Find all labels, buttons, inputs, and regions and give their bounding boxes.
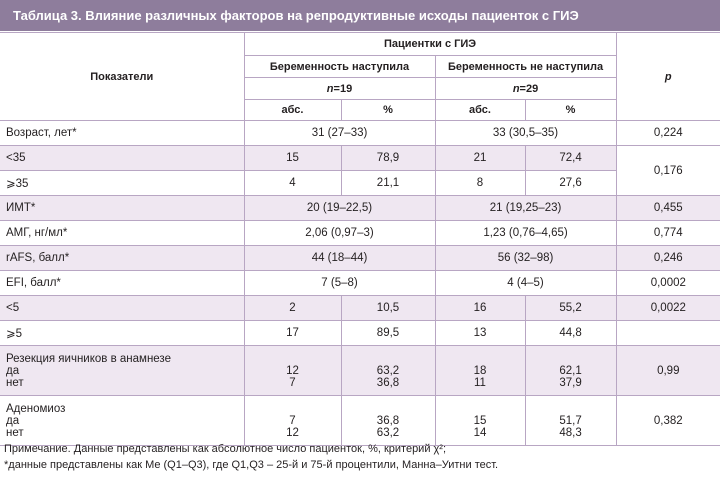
- table-notes: [4, 441, 716, 473]
- header-pregnancy-yes: Беременность наступила: [244, 56, 435, 78]
- cell-p: 0,774: [616, 221, 720, 246]
- cell-p: 0,224: [616, 121, 720, 146]
- table-title: Таблица 3. Влияние различных факторов на репродуктивные исходы пациенток с ГИЭ: [0, 0, 720, 31]
- cell-no: 56 (32–98): [435, 246, 616, 271]
- header-n-no: n=29: [435, 78, 616, 100]
- cell-pct-yes: 10,5: [341, 296, 435, 321]
- cell-abs-yes: 12 7: [244, 346, 341, 396]
- cell-p: 0,455: [616, 196, 720, 221]
- row-label: ⩾35: [0, 171, 244, 196]
- cell-abs-no: 21: [435, 146, 525, 171]
- cell-abs-yes: 2: [244, 296, 341, 321]
- row-label: Возраст, лет*: [0, 121, 244, 146]
- header-patients: Пациентки с ГИЭ: [244, 33, 616, 56]
- row-label: ⩾5: [0, 321, 244, 346]
- header-abs-no: абс.: [435, 100, 525, 121]
- header-pct-no: %: [525, 100, 616, 121]
- cell-abs-yes: 15: [244, 146, 341, 171]
- cell-no: 1,23 (0,76–4,65): [435, 221, 616, 246]
- cell-p: 0,99: [616, 346, 720, 396]
- cell-pct-no: 44,8: [525, 321, 616, 346]
- row-label: ИМТ*: [0, 196, 244, 221]
- row-label: rAFS, балл*: [0, 246, 244, 271]
- table-row: [0, 346, 720, 396]
- row-label: <5: [0, 296, 244, 321]
- header-p: p: [616, 33, 720, 121]
- cell-yes: 44 (18–44): [244, 246, 435, 271]
- cell-abs-no: 13: [435, 321, 525, 346]
- cell-pct-yes: 63,2 36,8: [341, 346, 435, 396]
- table-row: [0, 221, 720, 246]
- cell-no: 4 (4–5): [435, 271, 616, 296]
- header-abs-yes: абс.: [244, 100, 341, 121]
- cell-abs-yes: 4: [244, 171, 341, 196]
- cell-p: 0,382: [616, 396, 720, 446]
- table-row: [0, 146, 720, 171]
- cell-p-empty: [616, 321, 720, 346]
- row-label: АМГ, нг/мл*: [0, 221, 244, 246]
- cell-yes: 7 (5–8): [244, 271, 435, 296]
- cell-pct-yes: 89,5: [341, 321, 435, 346]
- cell-p: 0,176: [616, 146, 720, 196]
- table-row: [0, 246, 720, 271]
- header-pct-yes: %: [341, 100, 435, 121]
- cell-pct-no: 55,2: [525, 296, 616, 321]
- table-row: [0, 171, 720, 196]
- table-row: [0, 321, 720, 346]
- header-pregnancy-no: Беременность не наступила: [435, 56, 616, 78]
- cell-pct-yes: 21,1: [341, 171, 435, 196]
- table-row: [0, 396, 720, 446]
- cell-p: 0,0002: [616, 271, 720, 296]
- cell-yes: 31 (27–33): [244, 121, 435, 146]
- cell-abs-yes: 7 12: [244, 396, 341, 446]
- cell-abs-no: 18 11: [435, 346, 525, 396]
- note-line-1: Примечание. Данные представлены как абсолютное число пациенток, %, критерий χ²;: [4, 443, 447, 455]
- table-row: [0, 196, 720, 221]
- table-row: [0, 271, 720, 296]
- cell-abs-no: 16: [435, 296, 525, 321]
- results-table: [0, 32, 720, 446]
- cell-yes: 2,06 (0,97–3): [244, 221, 435, 246]
- note-line-2: *данные представлены как Me (Q1–Q3), где Q1,Q3 – 25-й и 75-й процентили, Манна–Уитни тест.: [4, 459, 499, 471]
- cell-p: 0,246: [616, 246, 720, 271]
- cell-no: 33 (30,5–35): [435, 121, 616, 146]
- cell-yes: 20 (19–22,5): [244, 196, 435, 221]
- row-label-adenomyosis: Аденомиоз да нет: [0, 396, 244, 446]
- cell-abs-no: 15 14: [435, 396, 525, 446]
- cell-pct-yes: 78,9: [341, 146, 435, 171]
- cell-pct-no: 27,6: [525, 171, 616, 196]
- header-indicators: Показатели: [0, 33, 244, 121]
- cell-pct-no: 62,1 37,9: [525, 346, 616, 396]
- cell-pct-no: 51,7 48,3: [525, 396, 616, 446]
- cell-pct-yes: 36,8 63,2: [341, 396, 435, 446]
- cell-p: 0,0022: [616, 296, 720, 321]
- cell-abs-no: 8: [435, 171, 525, 196]
- row-label-resection: Резекция яичников в анамнезе да нет: [0, 346, 244, 396]
- cell-no: 21 (19,25–23): [435, 196, 616, 221]
- table-row: [0, 296, 720, 321]
- cell-pct-no: 72,4: [525, 146, 616, 171]
- table-row: [0, 121, 720, 146]
- header-n-yes: n=19: [244, 78, 435, 100]
- row-label: <35: [0, 146, 244, 171]
- row-label: EFI, балл*: [0, 271, 244, 296]
- cell-abs-yes: 17: [244, 321, 341, 346]
